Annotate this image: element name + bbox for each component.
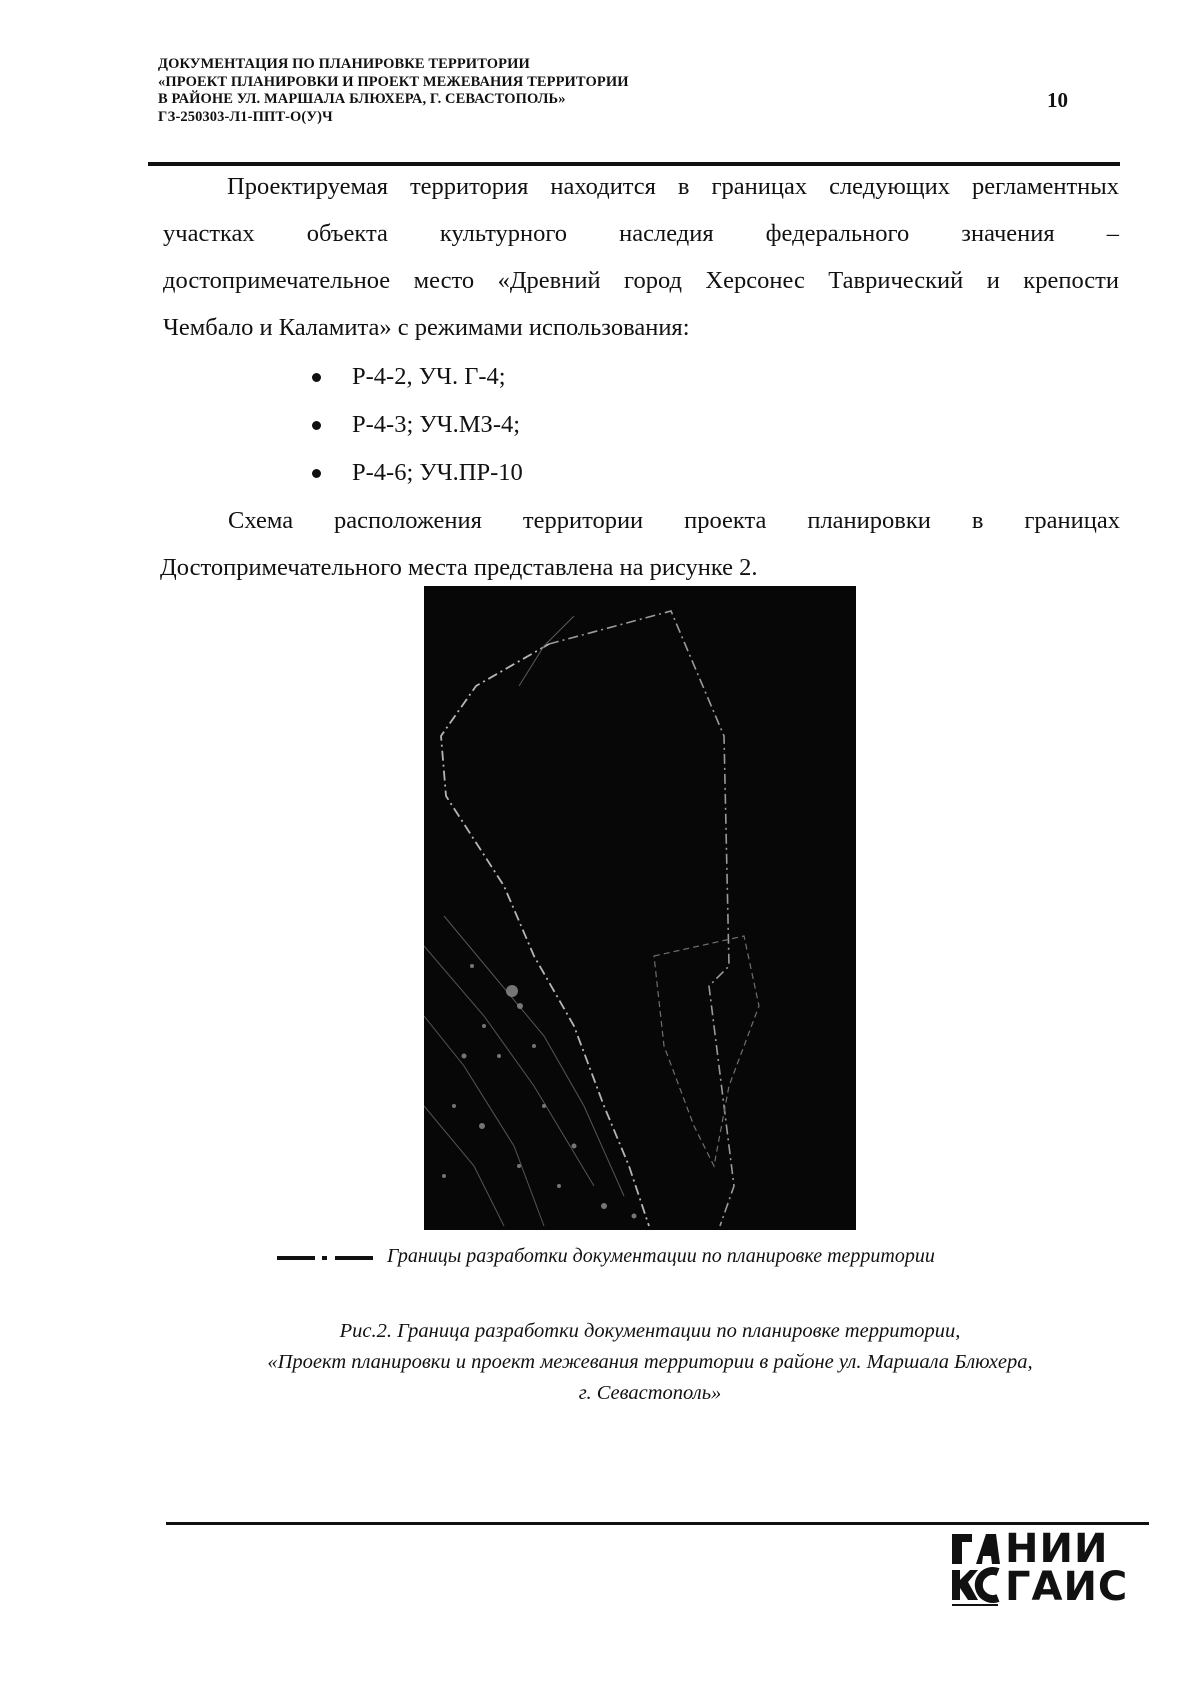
list-item: Р-4-3; УЧ.МЗ-4; [310, 401, 523, 449]
document-header [158, 56, 978, 126]
bullet-icon [312, 373, 321, 382]
figure-caption [200, 1316, 1100, 1409]
header-line-2: «ПРОЕКТ ПЛАНИРОВКИ И ПРОЕКТ МЕЖЕВАНИЯ ТЕРРИТОРИИ [158, 73, 629, 90]
page-number: 10 [1047, 88, 1068, 112]
logo-text [1005, 1526, 1129, 1610]
paragraph1-line-3: достопримечательное место «Древний город Херсонес Таврический и крепости [163, 267, 1119, 294]
bullet-icon [312, 469, 321, 478]
dash-dot-line-icon [277, 1256, 373, 1260]
logo-line-1: НИИ [1005, 1526, 1109, 1572]
caption-line-2: «Проект планировки и проект межевания территории в районе ул. Маршала Блюхера, [267, 1351, 1033, 1373]
nii-gais-logo [950, 1526, 1129, 1610]
paragraph2-line-2: Достопримечательного места представлена на рисунке 2. [160, 554, 758, 581]
bullet-icon [312, 421, 321, 430]
legend-label: Границы разработки документации по планировке территории [387, 1245, 935, 1267]
header-line-4: ГЗ-250303-Л1-ППТ-О(У)Ч [158, 108, 333, 125]
list-item: Р-4-6; УЧ.ПР-10 [310, 449, 523, 497]
caption-line-1: Рис.2. Граница разработки документации по планировке территории, [339, 1320, 961, 1342]
caption-line-3: г. Севастополь» [578, 1382, 722, 1404]
territory-map-image [424, 586, 856, 1230]
paragraph1-line-4: Чембало и Каламита» с режимами использования: [163, 314, 690, 341]
logo-mark-icon [950, 1530, 1002, 1610]
paragraph1-line-2: участках объекта культурного наследия федерального значения – [163, 220, 1119, 247]
paragraph-territory [163, 163, 1119, 351]
header-line-1: ДОКУМЕНТАЦИЯ ПО ПЛАНИРОВКЕ ТЕРРИТОРИИ [158, 56, 530, 72]
regime-list [310, 353, 523, 497]
paragraph1-line-1: Проектируемая территория находится в границах следующих регламентных [227, 173, 1119, 200]
list-item: Р-4-2, УЧ. Г-4; [310, 353, 523, 401]
paragraph-scheme [160, 497, 1120, 591]
header-line-3: В РАЙОНЕ УЛ. МАРШАЛА БЛЮХЕРА, Г. СЕВАСТОПОЛЬ» [158, 91, 566, 107]
logo-line-2: ГАИС [1005, 1564, 1129, 1610]
footer-divider [166, 1522, 1149, 1525]
paragraph2-line-1: Схема расположения территории проекта планировки в границах [228, 507, 1120, 534]
